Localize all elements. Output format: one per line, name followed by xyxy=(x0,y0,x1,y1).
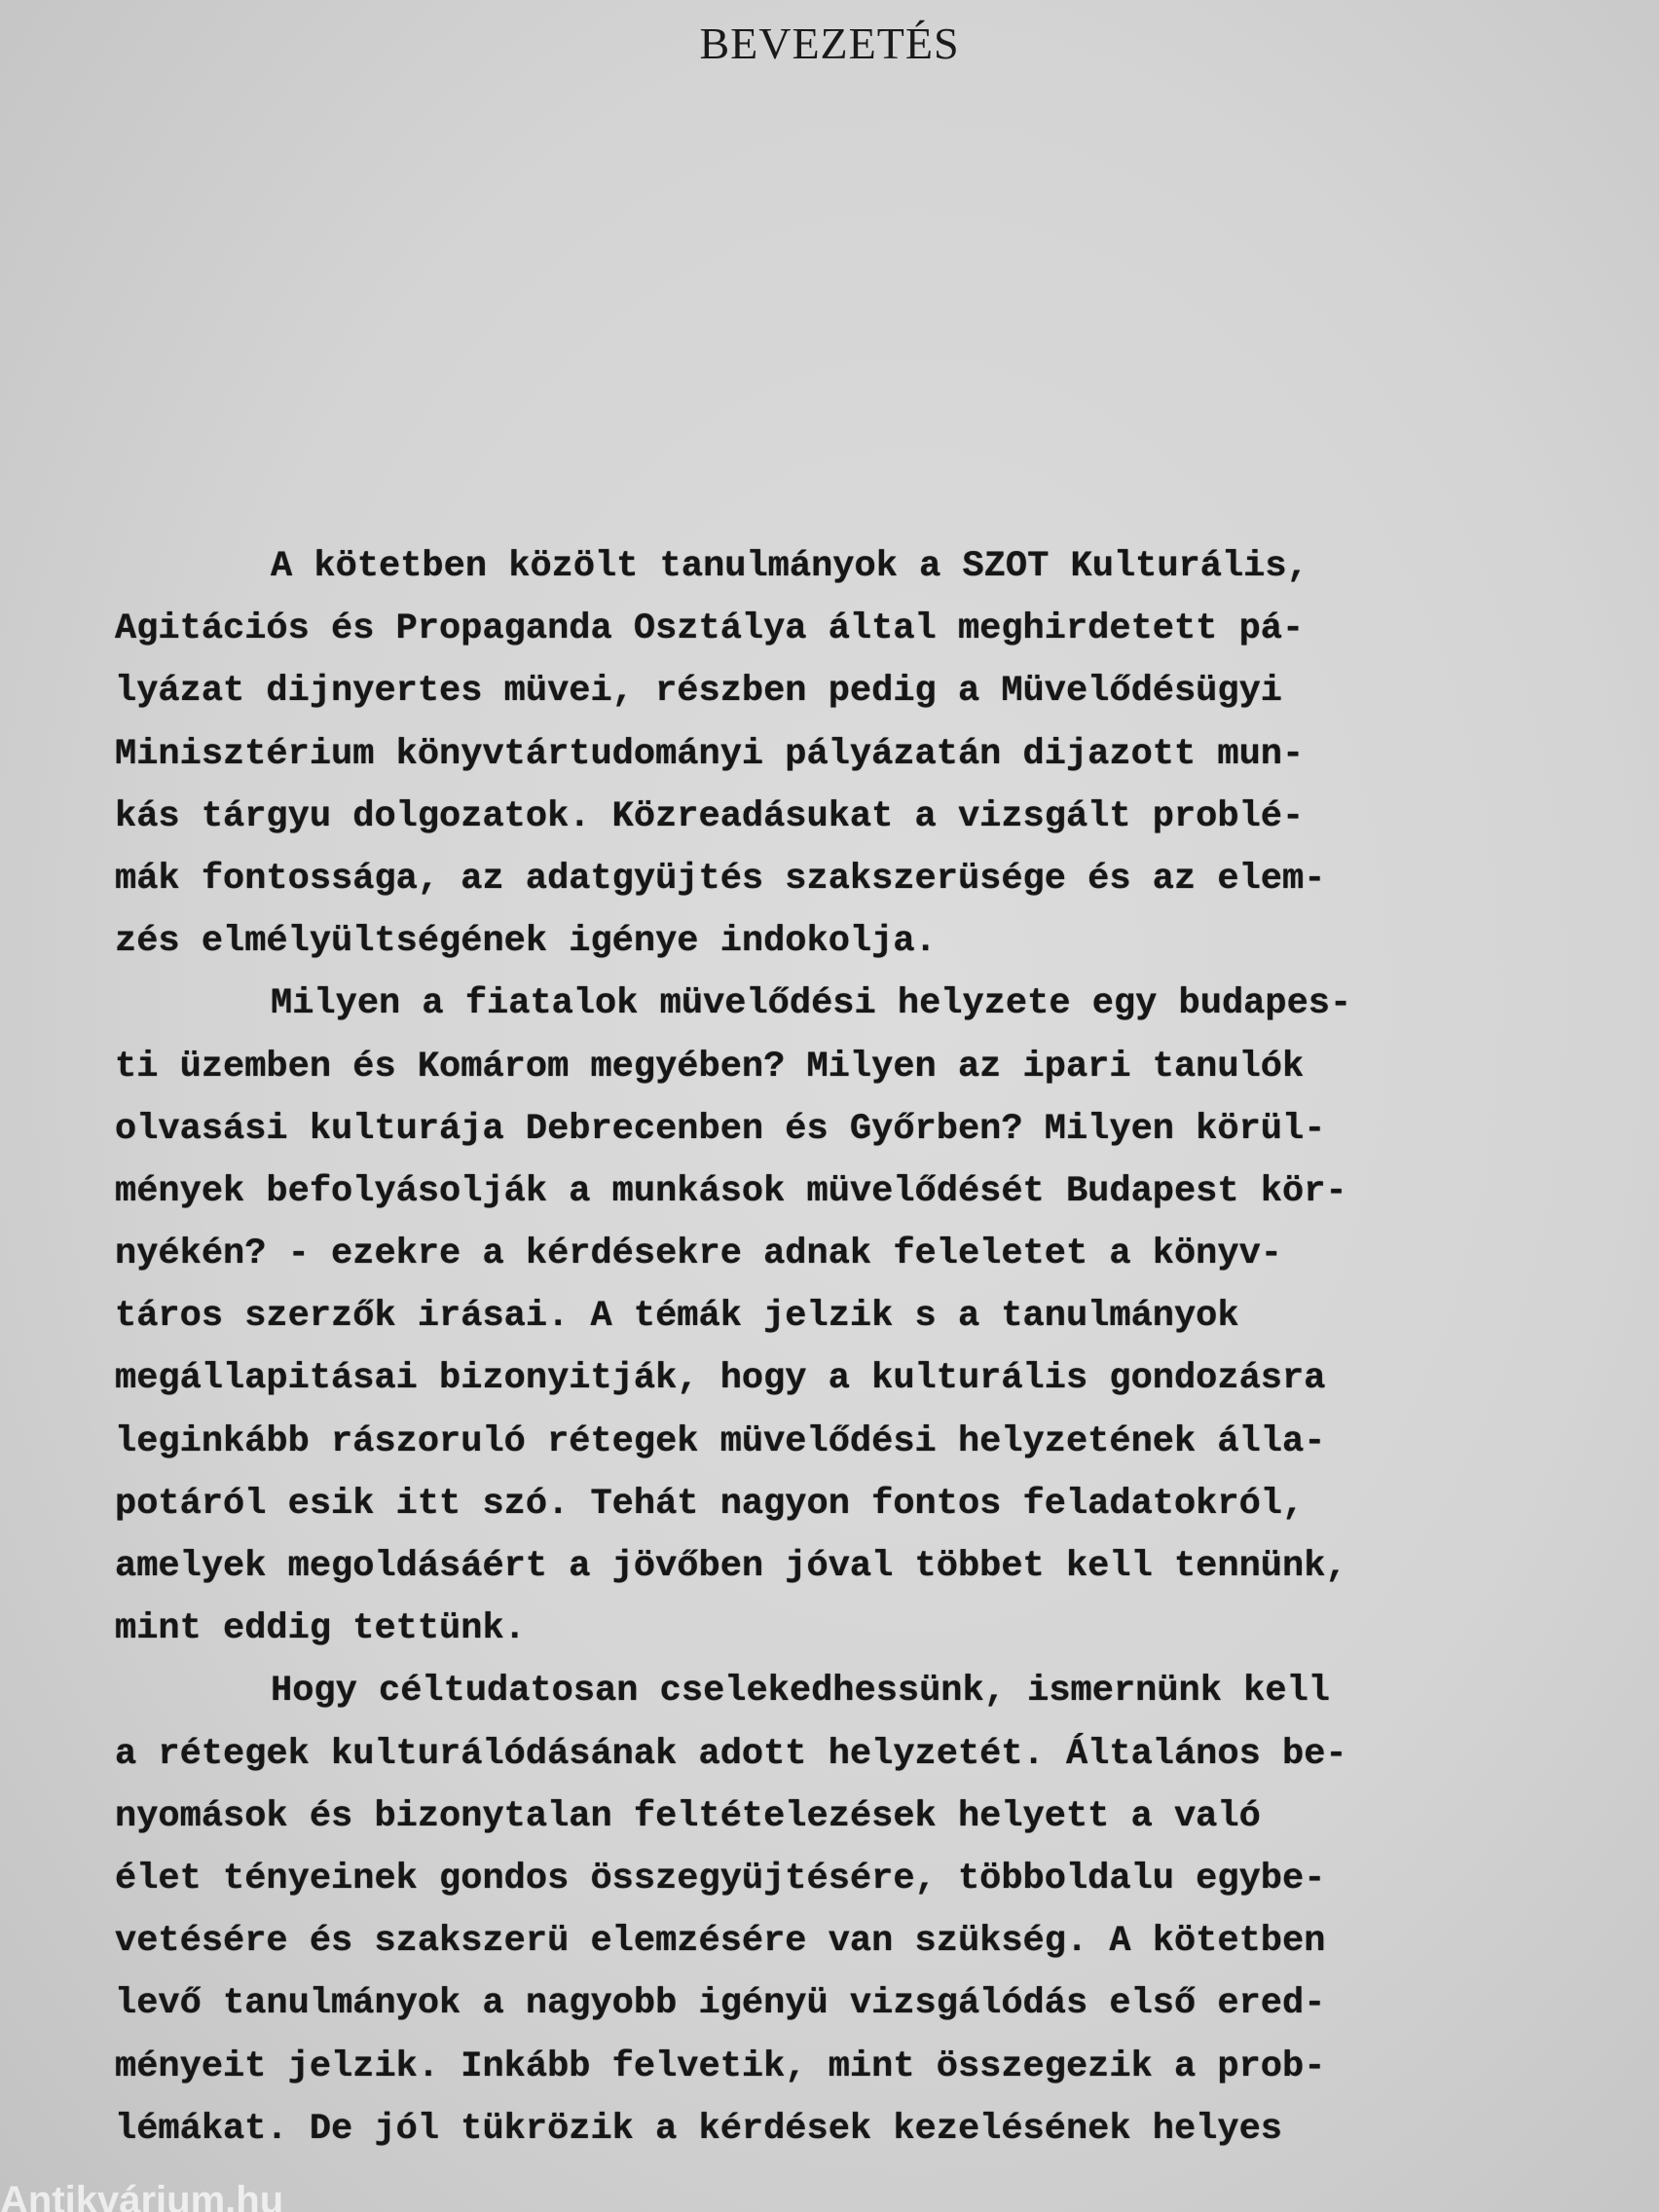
text-line: ményeit jelzik. Inkább felvetik, mint összegezik a prob- xyxy=(115,2046,1326,2087)
text-line: A kötetben közölt tanulmányok a SZOT Kulturális, xyxy=(271,546,1309,587)
watermark: Antikvárium.hu xyxy=(0,2179,284,2212)
document-body xyxy=(115,535,1556,2160)
text-line: lyázat dijnyertes müvei, részben pedig a Müvelődésügyi xyxy=(115,671,1282,713)
text-line: élet tényeinek gondos összegyüjtésére, többoldalu egybe- xyxy=(115,1858,1326,1899)
text-line: mint eddig tettünk. xyxy=(115,1608,526,1650)
text-line: vetésére és szakszerü elemzésére van szükség. A kötetben xyxy=(115,1921,1326,1963)
text-line: Hogy céltudatosan cselekedhessünk, ismernünk kell xyxy=(271,1671,1330,1713)
paragraph-1 xyxy=(115,535,1556,973)
page-title: BEVEZETÉS xyxy=(699,18,960,68)
text-line: mák fontossága, az adatgyüjtés szakszerüsége és az elem- xyxy=(115,858,1326,900)
text-line: zés elmélyültségének igénye indokolja. xyxy=(115,921,937,963)
text-line: a rétegek kulturálódásának adott helyzetét. Általános be- xyxy=(115,1733,1347,1775)
paragraph-3 xyxy=(115,1660,1556,2160)
text-line: leginkább rászoruló rétegek müvelődési helyzetének álla- xyxy=(115,1420,1326,1462)
text-line: kás tárgyu dolgozatok. Közreadásukat a vizsgált problé- xyxy=(115,795,1305,837)
text-line: levő tanulmányok a nagyobb igényü vizsgálódás első ered- xyxy=(115,1983,1326,2025)
text-line: olvasási kulturája Debrecenben és Győrben? Milyen körül- xyxy=(115,1108,1326,1150)
text-line: Agitációs és Propaganda Osztálya által meghirdetett pá- xyxy=(115,608,1305,650)
text-line: ti üzemben és Komárom megyében? Milyen az ipari tanulók xyxy=(115,1046,1305,1088)
text-line: potáról esik itt szó. Tehát nagyon fontos feladatokról, xyxy=(115,1483,1305,1525)
text-line: mények befolyásolják a munkások müvelődését Budapest kör- xyxy=(115,1170,1347,1212)
text-line: nyomások és bizonytalan feltételezések helyett a való xyxy=(115,1795,1261,1837)
text-line: táros szerzők irásai. A témák jelzik s a tanulmányok xyxy=(115,1296,1239,1338)
text-line: amelyek megoldásáért a jövőben jóval többet kell tennünk, xyxy=(115,1546,1347,1587)
text-line: megállapitásai bizonyitják, hogy a kulturális gondozásra xyxy=(115,1358,1326,1400)
text-line: Minisztérium könyvtártudományi pályázatán dijazott mun- xyxy=(115,733,1305,775)
paragraph-2 xyxy=(115,973,1556,1660)
text-line: Milyen a fiatalok müvelődési helyzete egy budapes- xyxy=(271,983,1352,1025)
text-line: lémákat. De jól tükrözik a kérdések kezelésének helyes xyxy=(115,2108,1282,2150)
text-line: nyékén? - ezekre a kérdésekre adnak feleletet a könyv- xyxy=(115,1234,1282,1275)
bleed-line xyxy=(1120,124,1585,161)
